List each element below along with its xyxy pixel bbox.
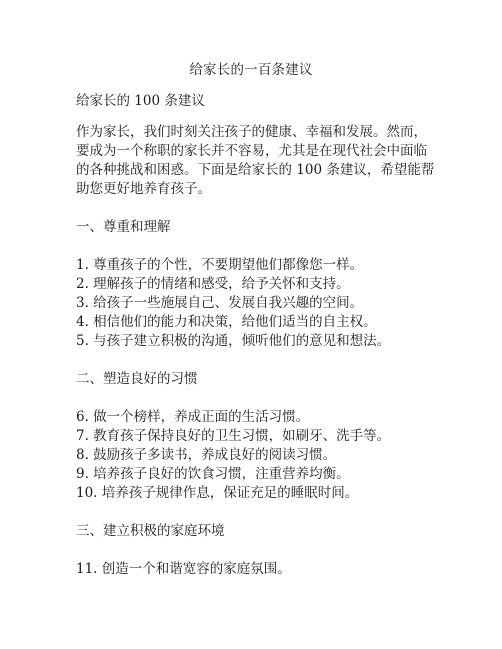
list-item: 11. 创造一个和谐宽容的家庭氛围。 (76, 561, 291, 577)
list-item: 3. 给孩子一些施展自己、发展自我兴趣的空间。 (76, 295, 364, 311)
list-item: 5. 与孩子建立积极的沟通，倾听他们的意见和想法。 (76, 333, 391, 349)
list-item: 9. 培养孩子良好的饮食习惯，注重营养均衡。 (76, 466, 350, 482)
list-item: 2. 理解孩子的情绪和感受，给予关怀和支持。 (76, 276, 350, 292)
list-item: 8. 鼓励孩子多读书，养成良好的阅读习惯。 (76, 447, 337, 463)
list-item: 10. 培养孩子规律作息，保证充足的睡眠时间。 (76, 485, 359, 501)
list-item: 6. 做一个榜样，养成正面的生活习惯。 (76, 409, 310, 425)
document-title: 给家长的一百条建议 (189, 62, 313, 78)
document-subtitle: 给家长的 100 条建议 (76, 93, 205, 109)
section-heading-habits: 二、塑造良好的习惯 (76, 371, 198, 387)
document-body (76, 92, 436, 598)
list-item: 4. 相信他们的能力和决策，给他们适当的自主权。 (76, 314, 377, 330)
section-list-family (76, 560, 436, 579)
list-item: 7. 教育孩子保持良好的卫生习惯，如刷牙、洗手等。 (76, 428, 391, 444)
section-heading-respect: 一、尊重和理解 (76, 219, 171, 235)
section-heading-family: 三、建立积极的家庭环境 (76, 523, 225, 539)
section-list-habits (76, 408, 436, 503)
list-item: 1. 尊重孩子的个性，不要期望他们都像您一样。 (76, 257, 364, 273)
intro-paragraph: 作为家长，我们时刻关注孩子的健康、幸福和发展。然而，要成为一个称职的家长并不容易，尤其是在现代社会中面临的各种挑战和困惑。下面是给家长的 100 条建议，希望能帮助您更好地养育孩子。 (76, 124, 435, 197)
section-list-respect (76, 256, 436, 351)
